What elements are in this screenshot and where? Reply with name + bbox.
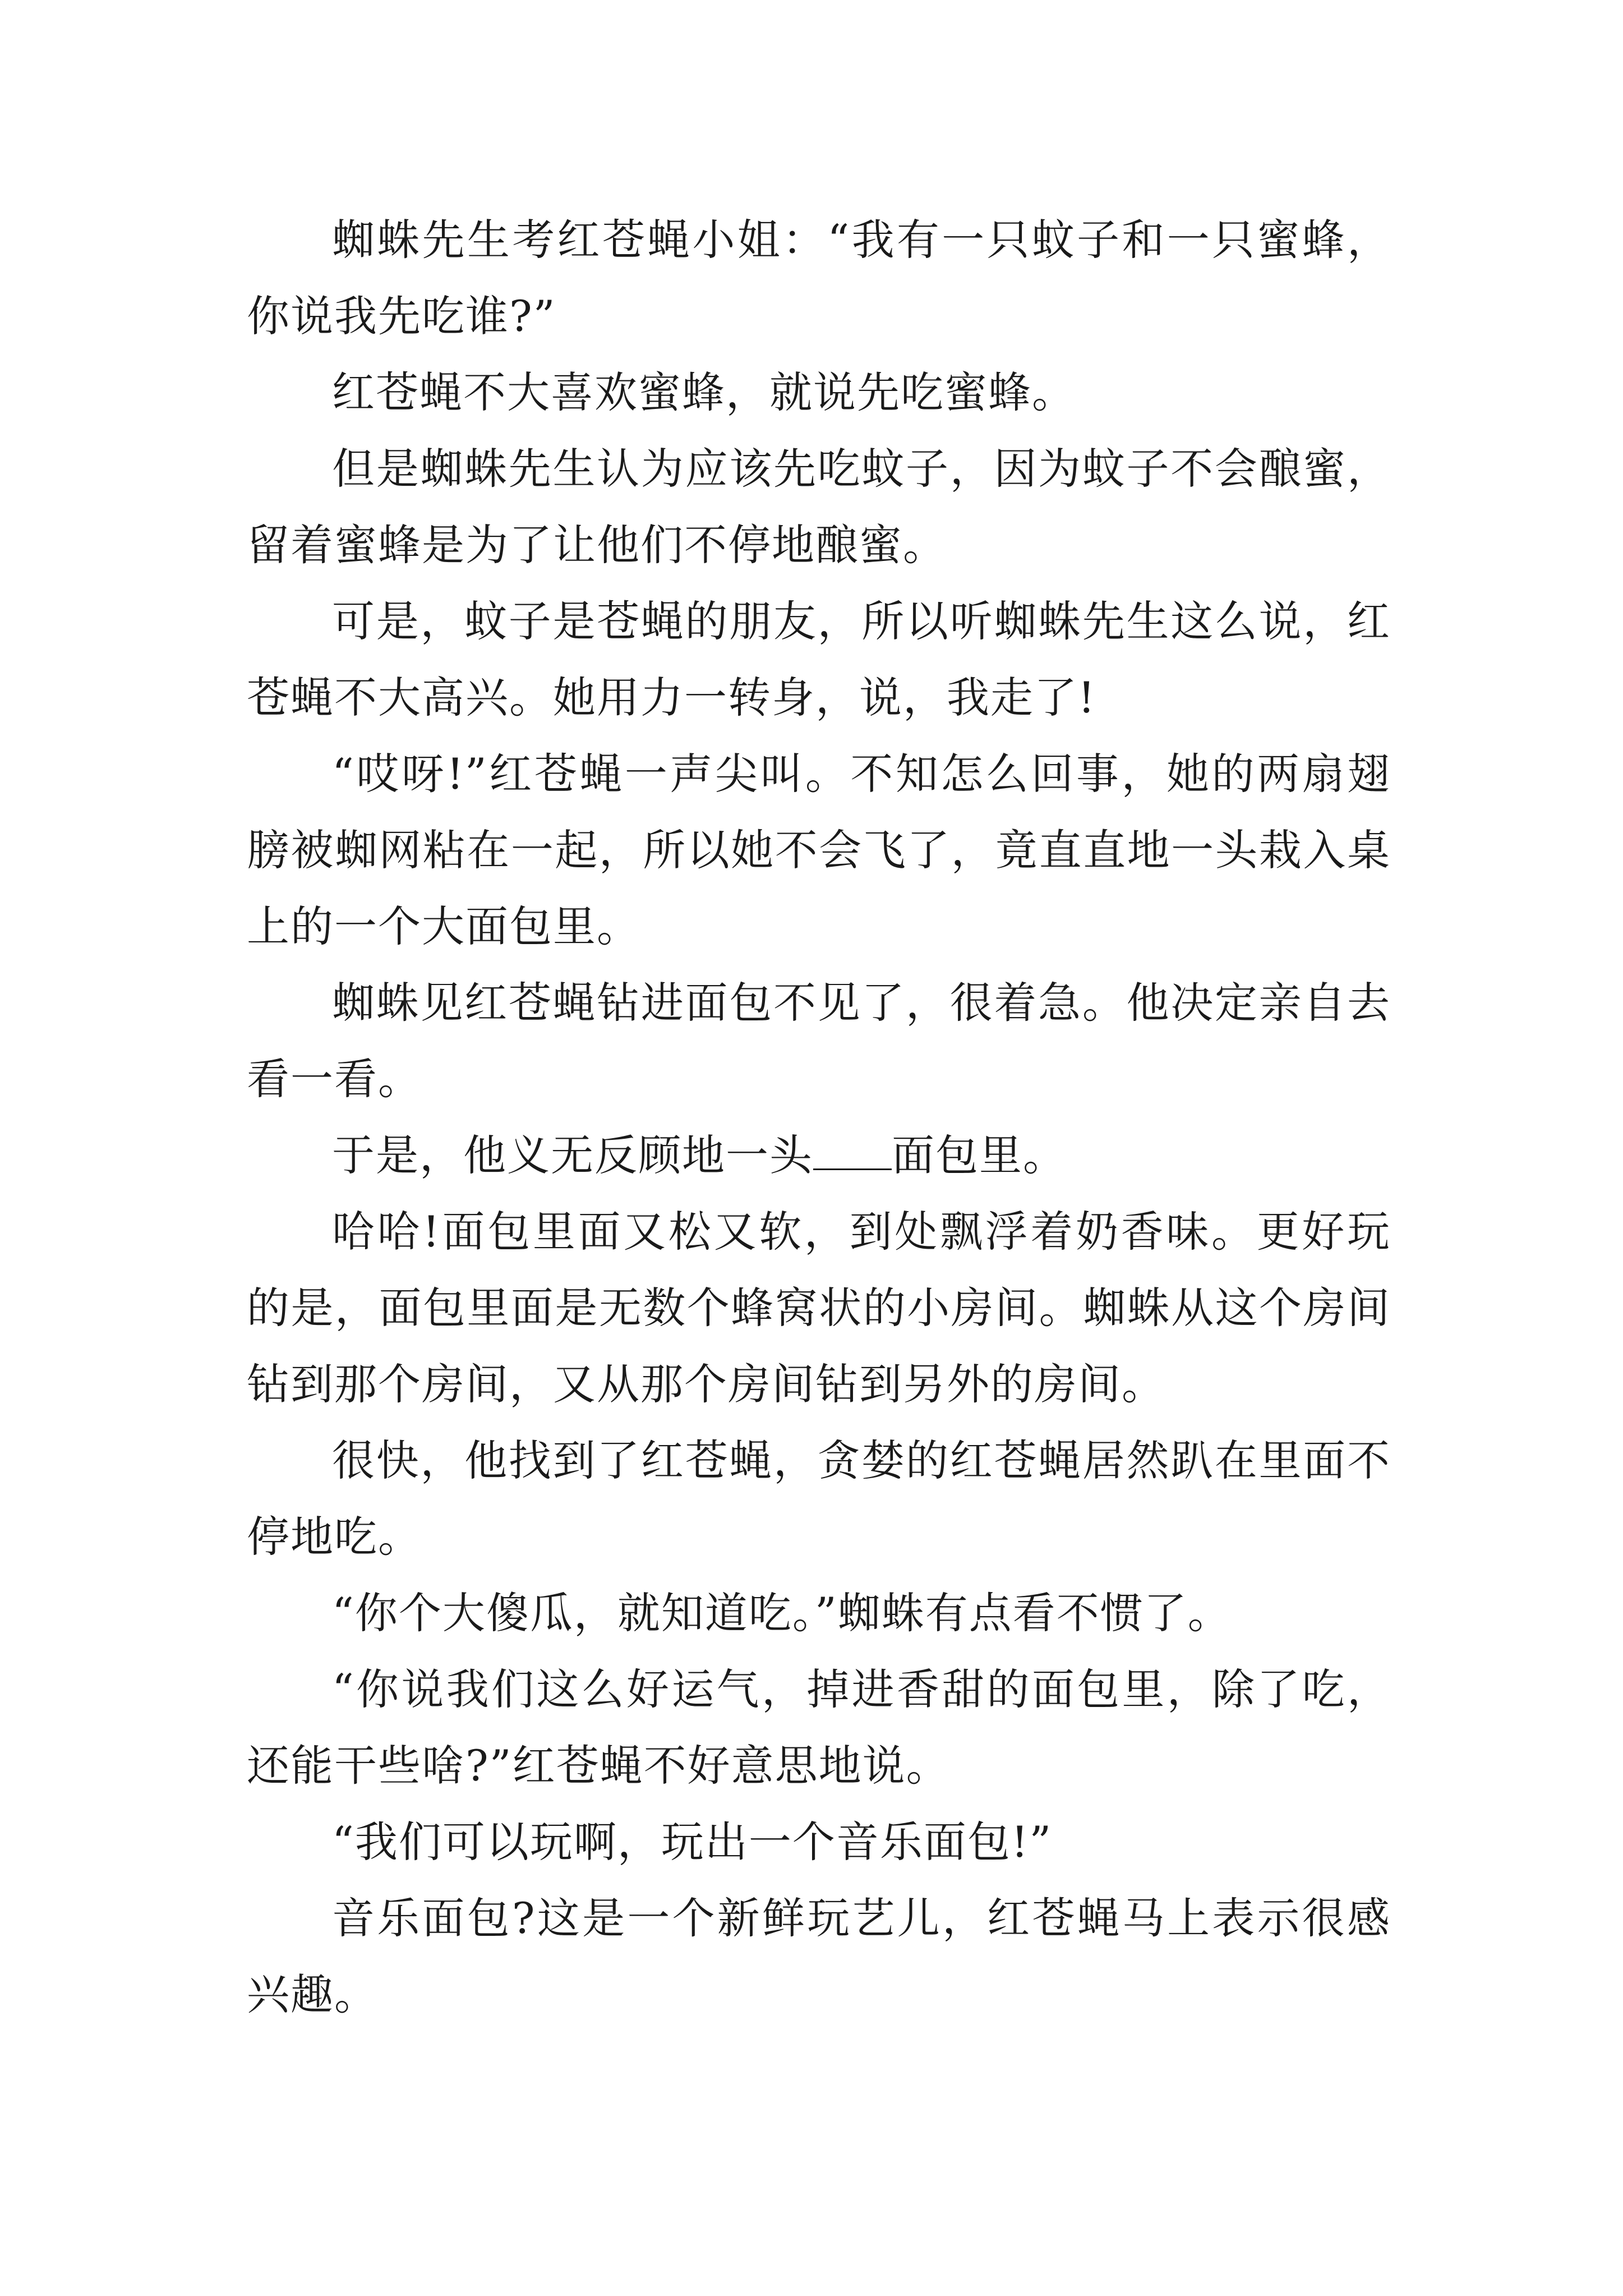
fill-in-blank-line — [813, 1129, 892, 1170]
paragraph: 蜘蛛先生考红苍蝇小姐：“我有一只蚊子和一只蜜蜂，你说我先吃谁?” — [247, 215, 1391, 341]
paragraph: “我们可以玩啊，玩出一个音乐面包!” — [332, 1817, 1053, 1867]
story-text — [247, 202, 1391, 2033]
paragraph: 红苍蝇不大喜欢蜜蜂，就说先吃蜜蜂。 — [332, 367, 1076, 417]
paragraph: 很快，他找到了红苍蝇，贪婪的红苍蝇居然趴在里面不停地吃。 — [247, 1435, 1391, 1562]
paragraph: 音乐面包?这是一个新鲜玩艺儿，红苍蝇马上表示很感兴趣。 — [247, 1893, 1391, 2019]
blank-sentence-before: 于是，他义无反顾地一头 — [332, 1130, 813, 1180]
paragraph: “哎呀!”红苍蝇一声尖叫。不知怎么回事，她的两扇翅膀被蜘网粘在一起，所以她不会飞了，竟直直地一头栽入桌上的一个大面包里。 — [247, 749, 1391, 951]
paragraph: 蜘蛛见红苍蝇钻进面包不见了，很着急。他决定亲自去看一看。 — [247, 978, 1391, 1104]
paragraph: 哈哈!面包里面又松又软，到处飘浮着奶香味。更好玩的是，面包里面是无数个蜂窝状的小房间。蜘蛛从这个房间钻到那个房间，又从那个房间钻到另外的房间。 — [247, 1207, 1391, 1409]
paragraph: “你说我们这么好运气，掉进香甜的面包里，除了吃，还能干些啥?”红苍蝇不好意思地说。 — [247, 1664, 1391, 1791]
blank-sentence-after: 面包里。 — [892, 1130, 1067, 1180]
fill-in-blank-paragraph — [247, 1117, 1391, 1194]
paragraph: 可是，蚊子是苍蝇的朋友，所以听蜘蛛先生这么说，红苍蝇不大高兴。她用力一转身，说，我走了! — [247, 596, 1391, 723]
paragraph: 但是蜘蛛先生认为应该先吃蚊子，因为蚊子不会酿蜜，留着蜜蜂是为了让他们不停地酿蜜。 — [247, 444, 1391, 570]
paragraph: “你个大傻瓜，就知道吃。”蜘蛛有点看不惯了。 — [332, 1588, 1232, 1638]
